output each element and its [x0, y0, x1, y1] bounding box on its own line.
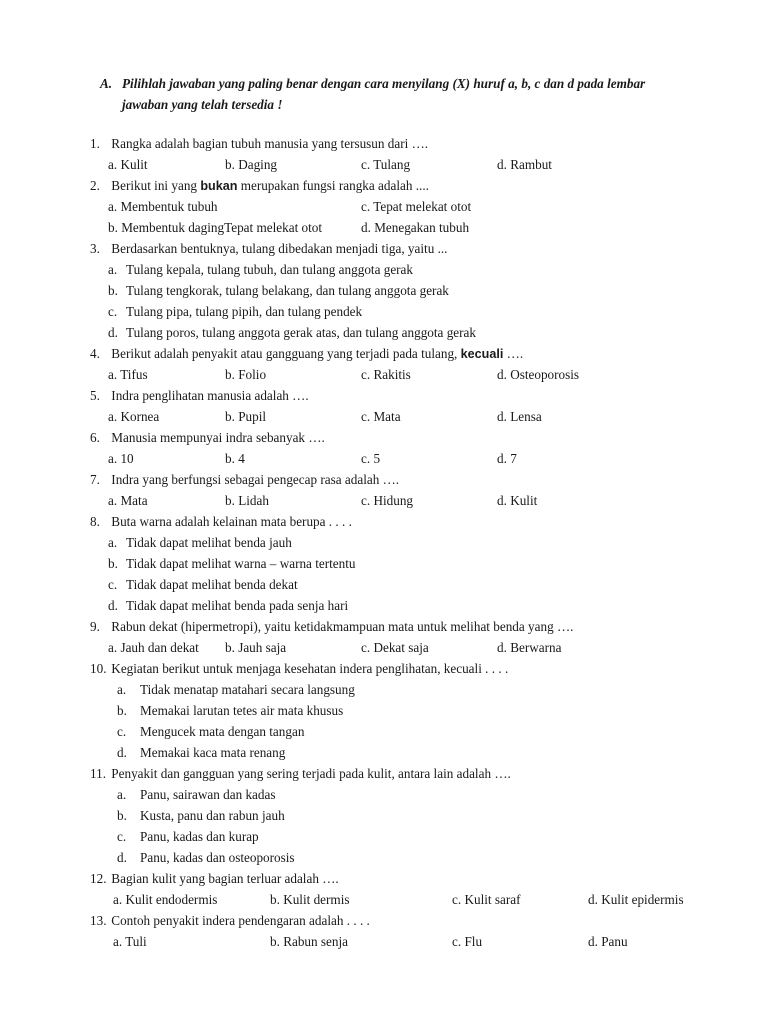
option-text: Tidak dapat melihat benda dekat: [126, 577, 298, 592]
question-text: Berikut ini yang: [111, 178, 201, 193]
question-text: Penyakit dan gangguan yang sering terjadi pada kulit, antara lain adalah ….: [111, 766, 511, 781]
option-letter: d.: [117, 850, 127, 865]
option-d: d. Rambut: [497, 157, 552, 172]
option-c: c. Kulit saraf: [452, 892, 521, 907]
question-11-option-b: [117, 808, 285, 824]
option-c: c. Rakitis: [361, 367, 411, 382]
option-text: Tidak menatap matahari secara langsung: [140, 682, 355, 697]
option-b: b. Membentuk dagingTepat melekat otot: [108, 220, 323, 235]
option-letter: c.: [108, 304, 118, 319]
option-b: b. 4: [225, 451, 245, 466]
option-a: a. Kornea: [108, 409, 160, 424]
question-9: [90, 619, 573, 635]
question-10-option-c: [117, 724, 304, 740]
question-text-end: merupakan fungsi rangka adalah ....: [237, 178, 429, 193]
option-letter: d.: [108, 598, 118, 613]
option-b: b. Kulit dermis: [270, 892, 350, 907]
option-d: d. Panu: [588, 934, 628, 949]
option-a: a. Tifus: [108, 367, 148, 382]
question-text-end: ….: [503, 346, 524, 361]
option-text: Tidak dapat melihat benda jauh: [126, 535, 292, 550]
question-number: 10.: [90, 661, 107, 676]
option-d: d. Osteoporosis: [497, 367, 580, 382]
option-a: a. Jauh dan dekat: [108, 640, 199, 655]
option-letter: a.: [108, 535, 118, 550]
question-8-option-a: [108, 535, 292, 551]
option-d: d. Menegakan tubuh: [361, 220, 470, 235]
option-d: d. Kulit epidermis: [588, 892, 684, 907]
option-c: c. Tulang: [361, 157, 411, 172]
option-b: b. Jauh saja: [225, 640, 287, 655]
question-4: [90, 346, 523, 362]
option-text: Tulang pipa, tulang pipih, dan tulang pendek: [126, 304, 363, 319]
question-11: [90, 766, 511, 782]
option-b: b. Rabun senja: [270, 934, 349, 949]
question-text: Rabun dekat (hipermetropi), yaitu ketidakmampuan mata untuk melihat benda yang ….: [111, 619, 574, 634]
option-text: Memakai larutan tetes air mata khusus: [140, 703, 344, 718]
question-number: 12.: [90, 871, 107, 886]
option-text: Tulang kepala, tulang tubuh, dan tulang anggota gerak: [126, 262, 414, 277]
option-letter: c.: [117, 724, 127, 739]
question-text: Berikut adalah penyakit atau gangguang yang terjadi pada tulang,: [111, 346, 461, 361]
option-text: Memakai kaca mata renang: [140, 745, 286, 760]
question-2: [90, 178, 429, 194]
instruction-label: A.: [100, 76, 113, 91]
question-text: Rangka adalah bagian tubuh manusia yang tersusun dari ….: [111, 136, 429, 151]
option-letter: b.: [117, 703, 127, 718]
option-a: a. Mata: [108, 493, 148, 508]
question-text: Manusia mempunyai indra sebanyak ….: [111, 430, 325, 445]
instruction: [100, 73, 740, 115]
question-text: Berdasarkan bentuknya, tulang dibedakan menjadi tiga, yaitu ...: [111, 241, 448, 256]
question-emphasis: kecuali: [460, 347, 504, 361]
option-b: b. Folio: [225, 367, 267, 382]
question-3: [90, 241, 447, 257]
question-3-option-c: [108, 304, 362, 320]
question-7: [90, 472, 399, 488]
question-6: [90, 430, 325, 446]
question-number: 9.: [90, 619, 100, 634]
option-d: d. Kulit: [497, 493, 538, 508]
question-10: [90, 661, 508, 677]
option-text: Tulang poros, tulang anggota gerak atas, dan tulang anggota gerak: [126, 325, 476, 340]
question-text: Indra penglihatan manusia adalah ….: [111, 388, 309, 403]
question-11-option-c: [117, 829, 259, 845]
option-letter: b.: [117, 808, 127, 823]
question-number: 7.: [90, 472, 100, 487]
question-emphasis: bukan: [200, 179, 238, 193]
option-letter: b.: [108, 556, 118, 571]
question-12: [90, 871, 339, 887]
option-letter: c.: [108, 577, 118, 592]
option-a: a. Kulit: [108, 157, 148, 172]
question-number: 11.: [90, 766, 106, 781]
question-number: 2.: [90, 178, 100, 193]
question-11-option-d: [117, 850, 295, 866]
question-text: Kegiatan berikut untuk menjaga kesehatan indera penglihatan, kecuali . . . .: [111, 661, 509, 676]
instruction-line-1: Pilihlah jawaban yang paling benar dengan cara menyilang (X) huruf a, b, c dan d pada lembar: [122, 76, 646, 91]
question-10-option-b: [117, 703, 343, 719]
question-11-option-a: [117, 787, 276, 803]
question-8-option-d: [108, 598, 348, 614]
option-letter: d.: [117, 745, 127, 760]
option-d: d. Lensa: [497, 409, 542, 424]
question-number: 6.: [90, 430, 100, 445]
question-text: Buta warna adalah kelainan mata berupa . . . .: [111, 514, 352, 529]
option-c: c. 5: [361, 451, 381, 466]
question-8: [90, 514, 352, 530]
option-letter: a.: [108, 262, 118, 277]
question-text: Indra yang berfungsi sebagai pengecap rasa adalah ….: [111, 472, 400, 487]
option-a: a. Kulit endodermis: [113, 892, 218, 907]
question-number: 5.: [90, 388, 100, 403]
question-number: 8.: [90, 514, 100, 529]
option-a: a. 10: [108, 451, 134, 466]
option-c: c. Mata: [361, 409, 401, 424]
option-b: b. Daging: [225, 157, 278, 172]
option-text: Panu, kadas dan osteoporosis: [140, 850, 295, 865]
option-c: c. Tepat melekat otot: [361, 199, 472, 214]
option-letter: b.: [108, 283, 118, 298]
option-text: Panu, kadas dan kurap: [140, 829, 259, 844]
option-c: c. Hidung: [361, 493, 414, 508]
question-10-option-d: [117, 745, 285, 761]
question-13: [90, 913, 370, 929]
question-3-option-d: [108, 325, 476, 341]
question-3-option-a: [108, 262, 413, 278]
option-a: a. Tuli: [113, 934, 147, 949]
option-text: Panu, sairawan dan kadas: [140, 787, 276, 802]
option-letter: a.: [117, 787, 127, 802]
question-number: 3.: [90, 241, 100, 256]
option-letter: c.: [117, 829, 127, 844]
question-3-option-b: [108, 283, 449, 299]
question-8-option-c: [108, 577, 298, 593]
question-5: [90, 388, 309, 404]
option-text: Tulang tengkorak, tulang belakang, dan tulang anggota gerak: [126, 283, 449, 298]
option-d: d. 7: [497, 451, 517, 466]
question-number: 13.: [90, 913, 107, 928]
option-text: Kusta, panu dan rabun jauh: [140, 808, 285, 823]
question-number: 1.: [90, 136, 100, 151]
option-letter: a.: [117, 682, 127, 697]
option-b: b. Pupil: [225, 409, 267, 424]
option-text: Mengucek mata dengan tangan: [140, 724, 305, 739]
option-letter: d.: [108, 325, 118, 340]
option-b: b. Lidah: [225, 493, 269, 508]
option-c: c. Flu: [452, 934, 483, 949]
question-8-option-b: [108, 556, 356, 572]
option-text: Tidak dapat melihat benda pada senja hari: [126, 598, 349, 613]
question-text: Bagian kulit yang bagian terluar adalah ….: [111, 871, 339, 886]
question-10-option-a: [117, 682, 355, 698]
option-text: Tidak dapat melihat warna – warna tertentu: [126, 556, 356, 571]
question-1: [90, 136, 428, 152]
option-a: a. Membentuk tubuh: [108, 199, 218, 214]
option-c: c. Dekat saja: [361, 640, 429, 655]
instruction-line-2: jawaban yang telah tersedia !: [122, 97, 283, 112]
question-number: 4.: [90, 346, 100, 361]
option-d: d. Berwarna: [497, 640, 562, 655]
question-text: Contoh penyakit indera pendengaran adalah . . . .: [111, 913, 370, 928]
